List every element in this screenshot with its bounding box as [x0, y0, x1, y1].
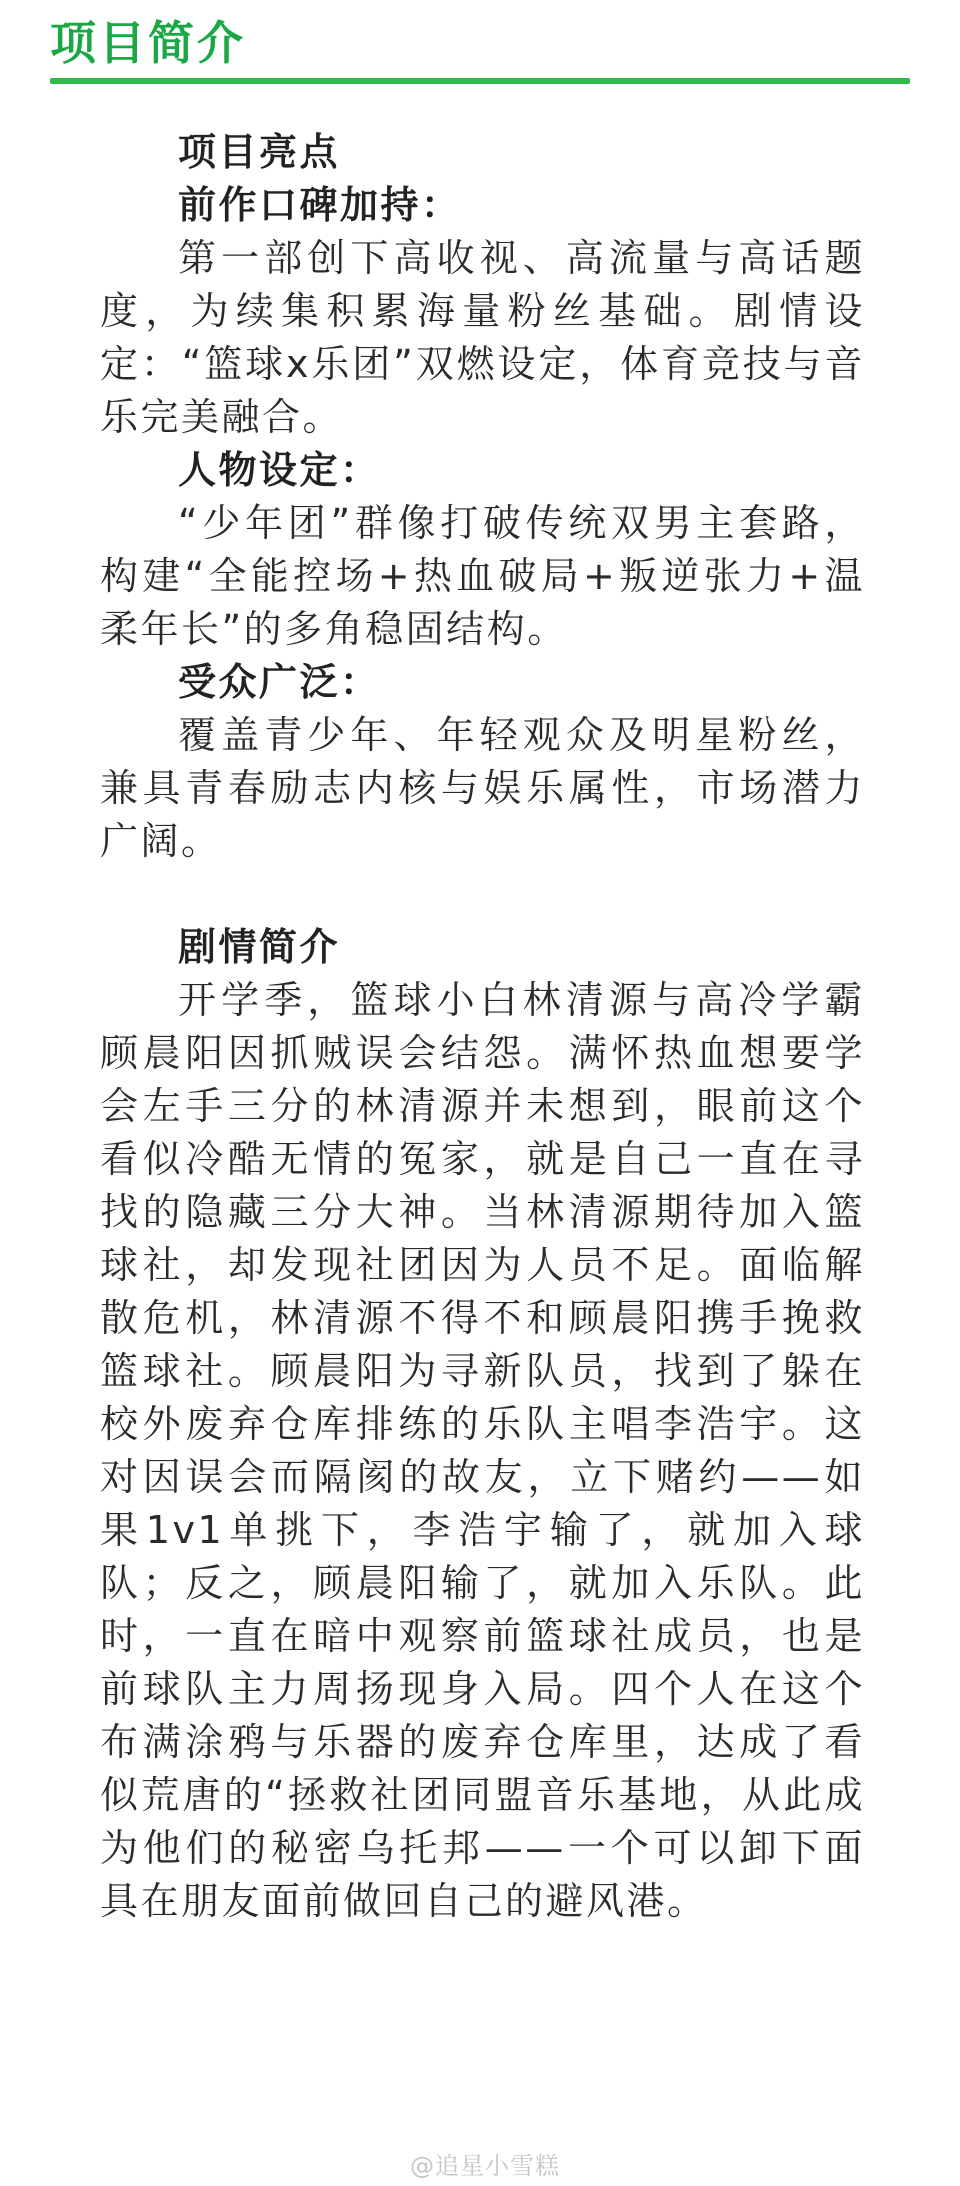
highlight-text-audience: 覆盖青少年、年轻观众及明星粉丝，兼具青春励志内核与娱乐属性，市场潜力广阔。 [100, 713, 865, 863]
highlights-heading: 项目亮点 [178, 130, 341, 174]
highlight-label-audience: 受众广泛： [178, 660, 381, 704]
title-divider [50, 78, 910, 84]
highlight-label-reputation: 前作口碑加持： [178, 183, 462, 227]
highlight-text-characters: “少年团”群像打破传统双男主套路，构建“全能控场+热血破局+叛逆张力+温柔年长”的多角稳固结构。 [100, 501, 865, 651]
article-body [100, 126, 865, 1928]
highlight-text-reputation: 第一部创下高收视、高流量与高话题度，为续集积累海量粉丝基础。剧情设定：“篮球x乐团”双燃设定，体育竞技与音乐完美融合。 [100, 236, 865, 439]
section-spacer [100, 868, 865, 921]
highlight-label-characters: 人物设定： [178, 448, 381, 492]
section-title: 项目简介 [50, 16, 246, 70]
watermark: @追星小雪糕 [410, 2152, 560, 2180]
synopsis-heading: 剧情简介 [178, 925, 341, 969]
synopsis-text: 开学季，篮球小白林清源与高冷学霸顾晨阳因抓贼误会结怨。满怀热血想要学会左手三分的林清源并未想到，眼前这个看似冷酷无情的冤家，就是自己一直在寻找的隐藏三分大神。当林清源期待加入篮球社，却发现社团因为人员不足。面临解散危机，林清源不得不和顾晨阳携手挽救篮球社。顾晨阳为寻新队员，找到了躲在校外废弃仓库排练的乐队主唱李浩宇。这对因误会而隔阂的故友，立下赌约——如果1v1单挑下，李浩宇输了，就加入球队；反之，顾晨阳输了，就加入乐队。此时，一直在暗中观察前篮球社成员，也是前球队主力周扬现身入局。四个人在这个布满涂鸦与乐器的废弃仓库里，达成了看似荒唐的“拯救社团同盟音乐基地，从此成为他们的秘密乌托邦——一个可以卸下面具在朋友面前做回自己的避风港。 [100, 978, 865, 1923]
